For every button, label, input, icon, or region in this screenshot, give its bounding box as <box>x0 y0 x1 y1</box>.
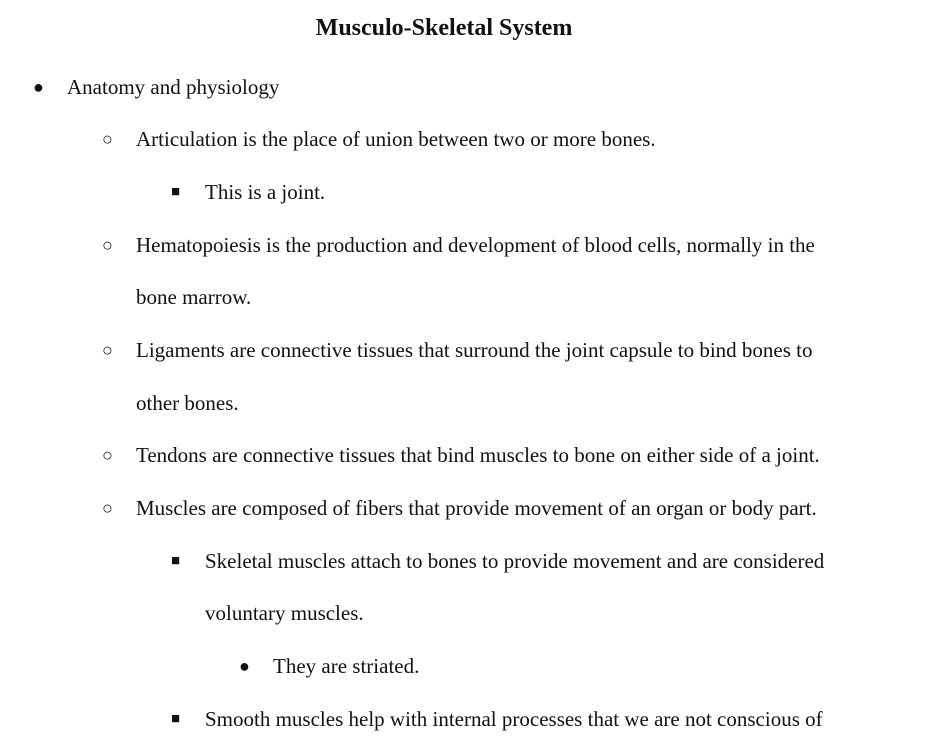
list-item-joint <box>0 177 942 207</box>
filled-circle-bullet-icon: ● <box>239 656 250 676</box>
list-item-smooth-muscles <box>0 704 942 734</box>
hollow-circle-bullet-icon: ○ <box>102 498 113 518</box>
list-item-articulation <box>0 124 942 154</box>
list-item-text: This is a joint. <box>205 180 326 204</box>
hollow-circle-bullet-icon: ○ <box>102 340 113 360</box>
list-item-continuation <box>0 282 942 312</box>
hollow-circle-bullet-icon: ○ <box>102 235 113 255</box>
list-item-hematopoiesis <box>0 230 942 260</box>
square-bullet-icon: ■ <box>171 711 181 727</box>
list-item-continuation <box>0 598 942 628</box>
list-item-skeletal-muscles <box>0 546 942 576</box>
list-item-text: Ligaments are connective tissues that surround the joint capsule to bind bones to <box>136 338 813 362</box>
list-item-anatomy <box>0 72 942 102</box>
hollow-circle-bullet-icon: ○ <box>102 129 113 149</box>
hollow-circle-bullet-icon: ○ <box>102 445 113 465</box>
list-item-text: bone marrow. <box>136 285 252 309</box>
list-item-text: Skeletal muscles attach to bones to provide movement and are considered <box>205 549 825 573</box>
list-item-text: Tendons are connective tissues that bind muscles to bone on either side of a joint. <box>136 443 820 467</box>
list-item-text: They are striated. <box>273 654 420 678</box>
document-title: Musculo-Skeletal System <box>315 15 573 41</box>
list-item-text: Anatomy and physiology <box>67 75 280 99</box>
list-item-continuation <box>0 388 942 418</box>
list-item-text: Hematopoiesis is the production and development of blood cells, normally in the <box>136 233 815 257</box>
square-bullet-icon: ■ <box>171 184 181 200</box>
list-item-text: Smooth muscles help with internal processes that we are not conscious of <box>205 707 823 731</box>
list-item-striated <box>0 651 942 681</box>
list-item-text: voluntary muscles. <box>205 601 364 625</box>
list-item-muscles <box>0 493 942 523</box>
list-item-text: Articulation is the place of union between two or more bones. <box>136 127 656 151</box>
filled-circle-bullet-icon: ● <box>33 77 44 97</box>
list-item-text: other bones. <box>136 391 239 415</box>
list-item-text: Muscles are composed of fibers that provide movement of an organ or body part. <box>136 496 817 520</box>
list-item-ligaments <box>0 335 942 365</box>
square-bullet-icon: ■ <box>171 553 181 569</box>
list-item-tendons <box>0 440 942 470</box>
